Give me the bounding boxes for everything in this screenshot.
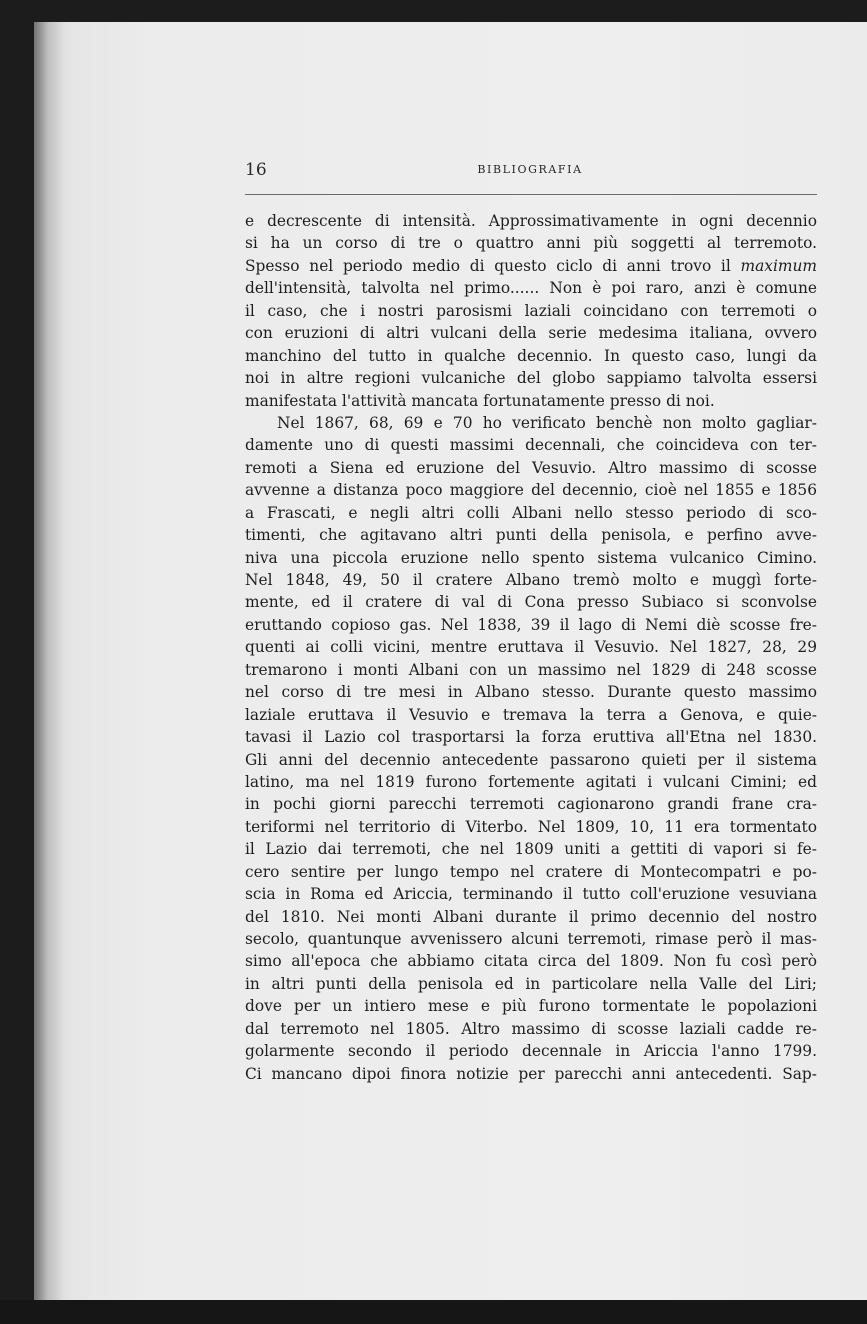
text-line: timenti, che agitavano altri punti della penisola, e perfino avve- (245, 526, 817, 545)
text-line: Nel 1867, 68, 69 e 70 ho verificato benchè non molto gagliar- (277, 413, 817, 432)
text-line: remoti a Siena ed eruzione del Vesuvio. Altro massimo di scosse (245, 458, 817, 477)
text-line: il caso, che i nostri parosismi laziali coincidano con terremoti o (245, 301, 817, 320)
text-line: a Frascati, e negli altri colli Albani nello stesso periodo di sco- (245, 503, 817, 522)
text-line: in pochi giorni parecchi terremoti cagionarono grandi frane cra- (245, 795, 817, 814)
text-line: Spesso nel periodo medio di questo ciclo di anni trovo il maximum (245, 256, 817, 275)
text-line: nel corso di tre mesi in Albano stesso. Durante questo massimo (245, 683, 817, 702)
text-line: tavasi il Lazio col trasportarsi la forza eruttiva all'Etna nel 1830. (245, 728, 817, 747)
text-line: scia in Roma ed Ariccia, terminando il tutto coll'eruzione vesuviana (245, 885, 817, 904)
text-line: e decrescente di intensità. Approssimativamente in ogni decennio (245, 212, 817, 230)
page-gutter-shadow (34, 22, 64, 1304)
text-line: eruttando copioso gas. Nel 1838, 39 il lago di Nemi diè scosse fre- (245, 615, 817, 634)
text-line: si ha un corso di tre o quattro anni più soggetti al terremoto. (245, 234, 817, 253)
text-line: Gli anni del decennio antecedente passarono quieti per il sistema (245, 750, 817, 769)
text-line: dell'intensità, talvolta nel primo...... Non è poi raro, anzi è comune (245, 279, 817, 298)
text-line: damente uno di questi massimi decennali, che coincideva con ter- (245, 436, 817, 455)
text-line: latino, ma nel 1819 furono fortemente agitati i vulcani Cimini; ed (245, 772, 817, 791)
body-text (245, 210, 817, 1085)
header-rule (245, 194, 817, 195)
text-line: tremarono i monti Albani con un massimo nel 1829 di 248 scosse (245, 660, 817, 679)
text-line: quenti ai colli vicini, mentre eruttava il Vesuvio. Nel 1827, 28, 29 (245, 638, 817, 657)
text-line: in altri punti della penisola ed in particolare nella Valle del Liri; (245, 974, 817, 993)
text-line: Ci mancano dipoi finora notizie per parecchi anni antecedenti. Sap- (245, 1064, 817, 1083)
running-head: BIBLIOGRAFIA (477, 163, 583, 176)
text-line: mente, ed il cratere di val di Cona presso Subiaco si sconvolse (245, 593, 817, 612)
text-line: cero sentire per lungo tempo nel cratere di Montecompatri e po- (245, 862, 817, 881)
text-line: teriformi nel territorio di Viterbo. Nel 1809, 10, 11 era tormentato (245, 817, 817, 836)
text-line: del 1810. Nei monti Albani durante il primo decennio del nostro (245, 907, 817, 926)
text-line: laziale eruttava il Vesuvio e tremava la terra a Genova, e quie- (245, 705, 817, 724)
scan-bottom-edge (0, 1300, 867, 1324)
text-line: avvenne a distanza poco maggiore del decennio, cioè nel 1855 e 1856 (245, 481, 817, 500)
text-line: manchino del tutto in qualche decennio. In questo caso, lungi da (245, 346, 817, 365)
page-header (245, 160, 815, 184)
italic-term: maximum (740, 256, 817, 275)
text-line: manifestata l'attività mancata fortunatamente presso di noi. (245, 391, 715, 410)
text-line: con eruzioni di altri vulcani della serie medesima italiana, ovvero (245, 324, 817, 343)
text-line: noi in altre regioni vulcaniche del globo sappiamo talvolta essersi (245, 369, 817, 388)
text-line: golarmente secondo il periodo decennale in Ariccia l'anno 1799. (245, 1042, 817, 1061)
text-line: secolo, quantunque avvenissero alcuni terremoti, rimase però il mas- (245, 930, 817, 948)
text-line: niva una piccola eruzione nello spento sistema vulcanico Cimino. (245, 548, 817, 567)
text-line: il Lazio dai terremoti, che nel 1809 uniti a gettiti di vapori si fe- (245, 840, 817, 859)
text-line: dal terremoto nel 1805. Altro massimo di scosse laziali cadde re- (245, 1019, 817, 1038)
text-line: dove per un intiero mese e più furono tormentate le popolazioni (245, 997, 817, 1016)
text-line: simo all'epoca che abbiamo citata circa del 1809. Non fu così però (245, 952, 817, 971)
page-number: 16 (245, 160, 267, 180)
text-line: Nel 1848, 49, 50 il cratere Albano tremò molto e muggì forte- (245, 571, 817, 589)
